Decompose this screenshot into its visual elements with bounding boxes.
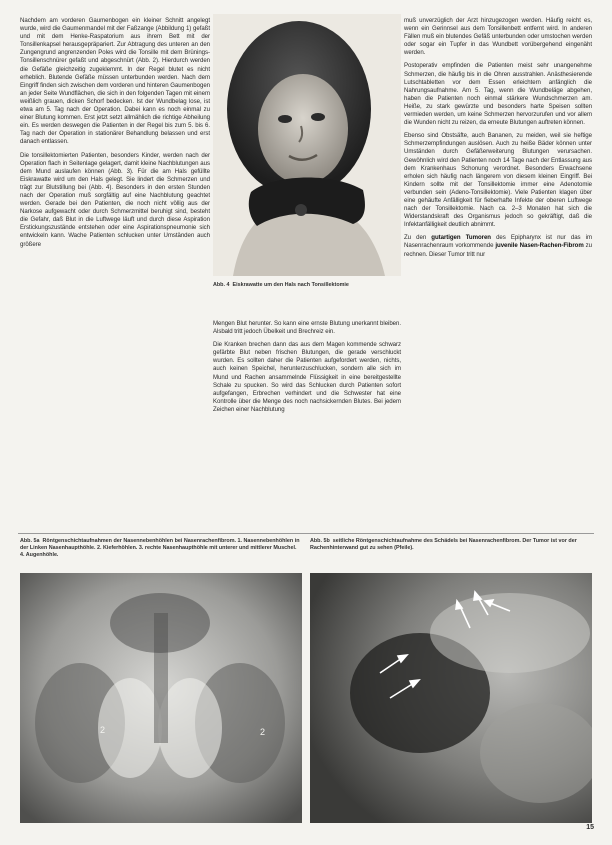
caption-text: Röntgenschichtaufnahmen der Nasennebenhöhlen bei Nasenrachenfibrom. 1. Nasennebenhöhlen in der Linken Nasenhaupthöhle. 2. Kieferhöhlen. 3. rechte Nasenhaupthöhle mit unterer und mittlerer Muschel. 4. Augenhöhle. bbox=[20, 538, 300, 558]
paragraph: Postoperativ empfinden die Patienten meist sehr unangenehme Schmerzen, die häufig bis in die Ohren ausstrahlen. Anästhesierende Lutschtabletten vor dem Essen erleichtern anfänglich die Nahrungsaufnahme. Am 5. Tag, wenn die Wundbeläge abgehen, haben die Patienten noch einmal stärkere Wundschmerzen am. Heiße, zu stark gewürzte und besonders harte Speisen sollten vermieden werden, um keine Schmerzen hervorzurufen und vor allem die Wunden nicht zu reizen, da erneute Blutungen auftreten können. bbox=[404, 62, 592, 127]
text-column-3 bbox=[404, 17, 592, 264]
paragraph: Mengen Blut herunter. So kann eine ernste Blutung unerkannt bleiben. Alsbald tritt jedoch Übelkeit und Brechreiz ein. bbox=[213, 320, 401, 336]
figure-caption-abb5b bbox=[310, 538, 592, 552]
paragraph: muß unverzüglich der Arzt hinzugezogen werden. Häufig reicht es, wenn ein Gerinnsel aus dem Tonsillenbett entfernt wird. In anderen Fällen muß ein blutendes Gefäß unterbunden oder umstochen werden oder sogar ein Tupfer in das Wundbett vorübergehend eingenäht werden. bbox=[404, 17, 592, 57]
paragraph: Die Kranken brechen dann das aus dem Magen kommende schwarz gefärbte Blut neben frischen Blutungen, die gerade verschluckt wurden. Es sollten daher die Patienten aufgefordert werden, nichts, auch keinen Speichel, herunterzuschlucken, sondern alle sich im Mund und Rachen ansammelnde Flüssigkeit in eine bereitgestellte Schale zu spucken. So wird das Schlucken durch Patienten sofort aufgefangen, Erbrechen verhindert und die Schwester hat eine Kontrolle über die Menge des noch nachsickernden Blutes. Bei jedem Zeichen einer Nachblutung bbox=[213, 341, 401, 413]
figure-caption-abb4 bbox=[213, 282, 401, 289]
paragraph: Nachdem am vorderen Gaumenbogen ein kleiner Schnitt angelegt wurde, wird die Gaumenmandel mit der Faßzange (Abbildung 1) gefaßt und mit dem Henke-Raspatorium aus ihrem Bett mit der Tonsillenkapsel herausgepräpariert. Zur Abtragung des unteren an den Zungengrund angrenzenden Poles wird die Tonsille mit dem Brünings-Tonsillenschnürer gefaßt und abgeschnürt (Abb. 2). Hierdurch werden die Gefäße gleichzeitig zugeklemmt. In der Regel blutet es nicht erheblich. Blutende Gefäße müssen unterbunden werden. Nach dem Eingriff finden sich zwischen dem vorderen und hinteren Gaumenbogen an jeder Seite Wundflächen, die sich in den folgenden Tagen mit einem weißlich grauen, dicken Schorf bedecken. Ist der Wundbelag lose, ist etwa am 5. Tag nach der Operation. Dabei kann es noch einmal zu einer Blutung kommen. Erst jetzt setzt allmählich die richtige Abheilung ein. Es werden deswegen die Patienten in der Regel bis zum 5. bis 6. Tag nach der Operation in stationärer Behandlung belassen und erst danach entlassen. bbox=[20, 17, 210, 146]
caption-label: Abb. 4 bbox=[213, 282, 230, 288]
xray-image-5a bbox=[20, 573, 302, 823]
caption-label: Abb. 5b bbox=[310, 538, 330, 544]
paragraph bbox=[404, 234, 592, 258]
paragraph: Ebenso sind Obstsäfte, auch Bananen, zu meiden, weil sie heftige Schmerzempfindungen auslösen. Auch zu heiße Bäder können unter Umständen durch Gefäßerweiterung Blutungen verursachen. Gewöhnlich wird den Patienten noch 14 Tage nach der Entlassung aus dem Krankenhaus Schonung verordnet. Besonders Erwachsene erholen sich häufig nach längerem von diesem kleinen Eingriff. Bei Kindern sollte mit der Tonsillektomie immer eine Adenotomie verbunden sein (Adeno-Tonsillektomie). Viele Patienten klagen über eine gehäufte Anfälligkeit für fieberhafte Infekte der oberen Luftwege nach der Tonsillektomie. Nach ca. 2–3 Monaten hat sich die Widerstandskraft des Organismus jedoch so gekräftigt, daß die Infektanfälligkeit deutlich abnimmt. bbox=[404, 132, 592, 229]
emphasis: juvenile Nasen-Rachen-Fibrom bbox=[495, 242, 584, 250]
xray-image-5b bbox=[310, 573, 592, 823]
divider bbox=[18, 533, 594, 534]
text-column-1 bbox=[20, 17, 210, 254]
child-with-ice-collar-image bbox=[213, 14, 401, 276]
frontal-xray-image bbox=[20, 573, 302, 823]
xray-label: 2 bbox=[260, 727, 266, 737]
caption-text: seitliche Röntgenschichtaufnahme des Schädels bei Nasenrachenfibrom. Der Tumor ist vor der Rachenhinterwand gut zu sehen (Pfeile). bbox=[310, 538, 577, 551]
text-fragment: Zu den bbox=[404, 234, 432, 242]
text-fragment: des Epipharynx ist nur das im Nasenrachenraum vorkommende bbox=[404, 234, 592, 250]
figure-caption-abb5a bbox=[20, 538, 302, 559]
text-fragment: zu rechnen. Dieser Tumor tritt nur bbox=[404, 242, 593, 258]
text-column-2 bbox=[213, 320, 401, 419]
caption-text: Eiskrawatte um den Hals nach Tonsillektomie bbox=[232, 282, 349, 288]
emphasis: gutartigen Tumoren bbox=[431, 234, 491, 242]
child-photo bbox=[213, 14, 401, 276]
caption-label: Abb. 5a bbox=[20, 538, 40, 544]
page-number: 15 bbox=[586, 824, 594, 831]
xray-label: 2 bbox=[100, 725, 106, 735]
paragraph: Die tonsillektomierten Patienten, besonders Kinder, werden nach der Operation flach in Seitenlage gelagert, damit kleine Nachblutungen aus dem Mund auslaufen können (Abb. 3). Für die am Hals gefüllte Eiskrawatte wird um den Hals gelegt. Sie lindert die Schmerzen und trägt zur Blutstillung bei (Abb. 4). Besonders in den ersten Stunden nach der Operation muß sorgfältig auf eine Nachblutung geachtet werden. Gerade bei den Patienten, die noch nicht völlig aus der Narkose aufgewacht oder durch Schmerzmittel beruhigt sind, besteht die Gefahr, daß Blut in die Luftwege läuft und durch diese Aspiration Erstickungszustände entstehen oder eine Aspirationspneumonie sich entwickeln kann. Wache Patienten schlucken unter Umständen auch größere bbox=[20, 151, 210, 248]
lateral-xray-image bbox=[310, 573, 592, 823]
